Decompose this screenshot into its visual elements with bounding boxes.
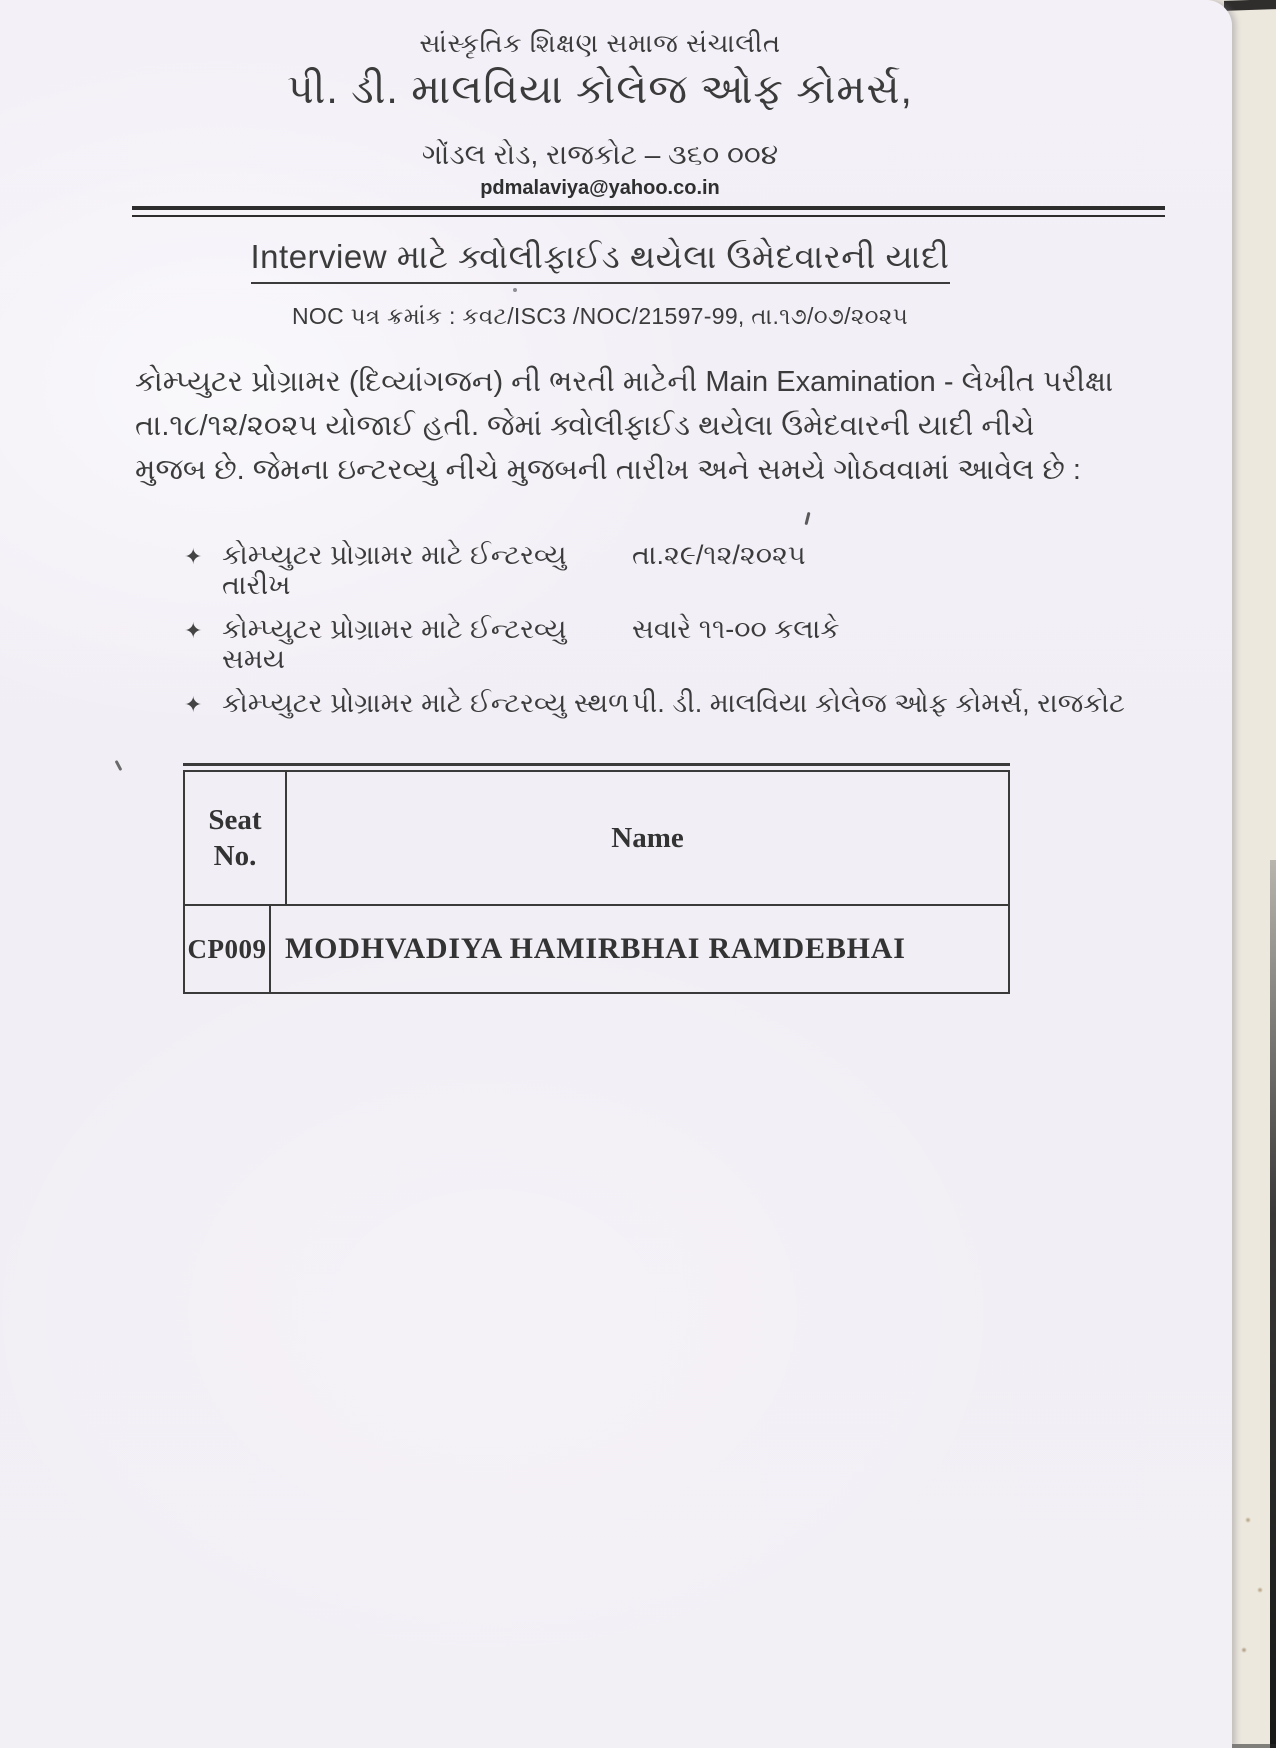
table-top-double-line xyxy=(183,763,1010,766)
list-item-label: કોમ્પ્યુટર પ્રોગ્રામર માટે ઈન્ટરવ્યુ તારીખ xyxy=(222,540,567,600)
managing-society-line: સાંસ્કૃતિક શિક્ષણ સમાજ સંચાલીત xyxy=(419,28,781,58)
scan-edge-top-right xyxy=(1224,0,1276,11)
noc-reference-line: NOC પત્ર ક્રમાંક : કવટ/ISC3 /NOC/21597-99, તા.૧૭/૦૭/૨૦૨૫ xyxy=(291,303,909,329)
list-item-label: કોમ્પ્યુટર પ્રોગ્રામર માટે ઈન્ટરવ્યુ સમય xyxy=(222,614,567,674)
college-email: pdmalaviya@yahoo.co.in xyxy=(480,177,720,199)
name-header-cell: Name xyxy=(611,821,684,854)
paragraph-line: કોમ્પ્યુટર પ્રોગ્રામર (દિવ્યાંગજન) ની ભરતી માટેની Main Examination - લેખીત પરીક્ષા xyxy=(135,366,1114,398)
list-item-interview-venue xyxy=(184,688,1125,720)
paragraph-line: મુજબ છે. જેમના ઇન્ટરવ્યુ નીચે મુજબની તારીખ અને સમયે ગોઠવવામાં આવેલ છે : xyxy=(135,454,1081,486)
table-row xyxy=(185,906,1008,992)
list-item-interview-time xyxy=(184,614,1084,674)
table-header-row xyxy=(185,772,1008,906)
notice-title xyxy=(0,238,1200,284)
scan-speckles xyxy=(1238,1500,1268,1700)
list-item-value: પી. ડી. માલવિયા કોલેજ ઓફ કોમર્સ, રાજકોટ xyxy=(632,688,1125,718)
paragraph-line: તા.૧૮/૧૨/૨૦૨૫ યોજાઈ હતી. જેમાં ક્વોલીફાઈડ થયેલા ઉમેદવારની યાદી નીચે xyxy=(135,410,1035,442)
seat-no-cell: CP009 xyxy=(185,906,271,992)
list-item-label: કોમ્પ્યુટર પ્રોગ્રામર માટે ઈન્ટરવ્યુ સ્થળ xyxy=(222,688,630,718)
candidate-name-cell: MODHVADIYA HAMIRBHAI RAMDEBHAI xyxy=(285,932,906,965)
stray-speck xyxy=(513,288,517,292)
college-address: ગોંડલ રોડ, રાજકોટ – ૩૬૦ ૦૦૪ xyxy=(421,139,779,170)
list-item-value: તા.૨૯/૧૨/૨૦૨૫ xyxy=(632,540,806,570)
notice-title-text: Interview માટે ક્વોલીફાઈડ થયેલા ઉમેદવારની યાદી xyxy=(251,238,950,284)
star-bullet-icon: ✦ xyxy=(184,618,203,643)
seat-no-header-cell: Seat No. xyxy=(185,772,287,904)
star-bullet-icon: ✦ xyxy=(184,544,203,569)
body-paragraph xyxy=(135,360,1114,492)
list-item-interview-date xyxy=(184,540,1084,600)
header-divider-rule xyxy=(132,206,1165,217)
interview-details-list xyxy=(184,540,1125,734)
college-name: પી. ડી. માલવિયા કોલેજ ઓફ કોમર્સ, xyxy=(287,66,913,112)
star-bullet-icon: ✦ xyxy=(184,692,203,717)
scan-edge-right xyxy=(1270,860,1276,1748)
stray-pen-mark xyxy=(115,760,123,771)
qualified-candidates-table xyxy=(183,770,1010,994)
stray-pen-mark xyxy=(804,512,810,525)
list-item-value: સવારે ૧૧-૦૦ કલાકે xyxy=(632,614,840,644)
